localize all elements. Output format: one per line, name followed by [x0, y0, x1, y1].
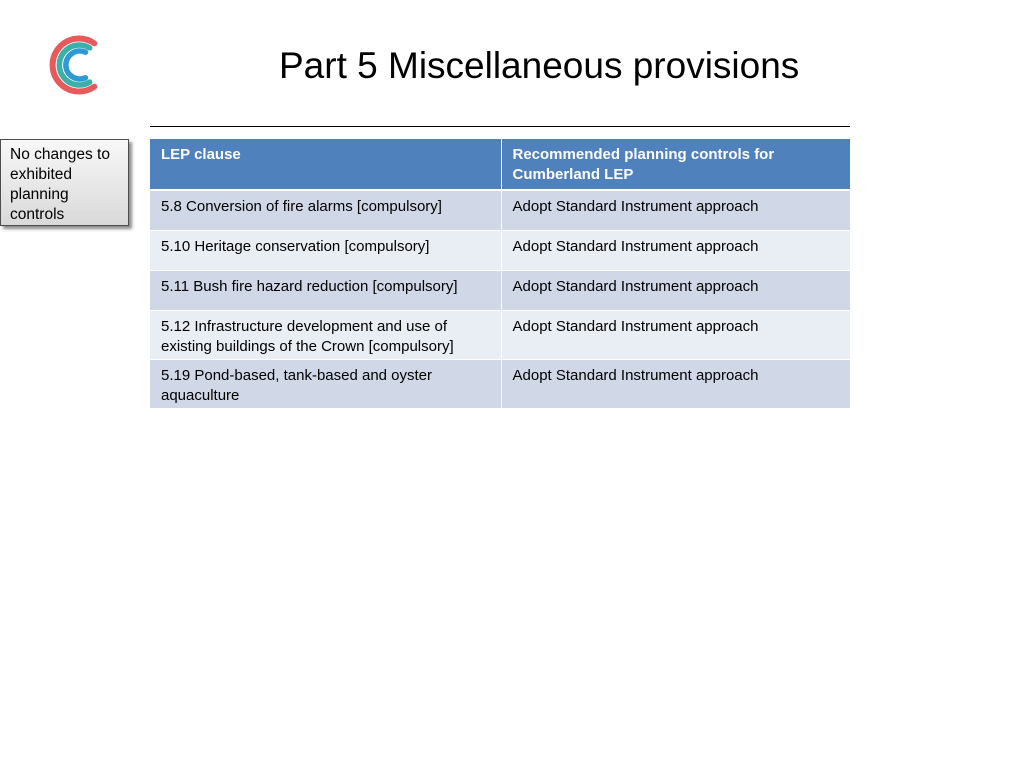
no-changes-note [0, 139, 129, 226]
recommendation-cell: Adopt Standard Instrument approach [501, 270, 850, 310]
recommendation-cell: Adopt Standard Instrument approach [501, 359, 850, 408]
table-row [150, 190, 850, 230]
table-row [150, 230, 850, 270]
recommendation-cell: Adopt Standard Instrument approach [501, 310, 850, 359]
recommendation-cell: Adopt Standard Instrument approach [501, 230, 850, 270]
table-row [150, 270, 850, 310]
header-lep-clause: LEP clause [150, 139, 501, 190]
clause-cell: 5.12 Infrastructure development and use of existing buildings of the Crown [compulsory] [150, 310, 501, 359]
clause-cell: 5.11 Bush fire hazard reduction [compulsory] [150, 270, 501, 310]
header-recommended-controls: Recommended planning controls for Cumberland LEP [501, 139, 850, 190]
no-changes-note-text: No changes to exhibited planning controls [10, 146, 110, 223]
recommendation-cell: Adopt Standard Instrument approach [501, 190, 850, 230]
table-row [150, 310, 850, 359]
clause-cell: 5.10 Heritage conservation [compulsory] [150, 230, 501, 270]
table-header-row [150, 139, 850, 190]
clause-cell: 5.8 Conversion of fire alarms [compulsory] [150, 190, 501, 230]
clause-cell: 5.19 Pond-based, tank-based and oyster aquaculture [150, 359, 501, 408]
logo-inner-arc [66, 51, 86, 79]
cumberland-logo [44, 33, 104, 97]
slide-title: Part 5 Miscellaneous provisions [279, 45, 800, 86]
lep-clause-table [150, 139, 850, 409]
table-row [150, 359, 850, 408]
title-divider [150, 126, 850, 127]
